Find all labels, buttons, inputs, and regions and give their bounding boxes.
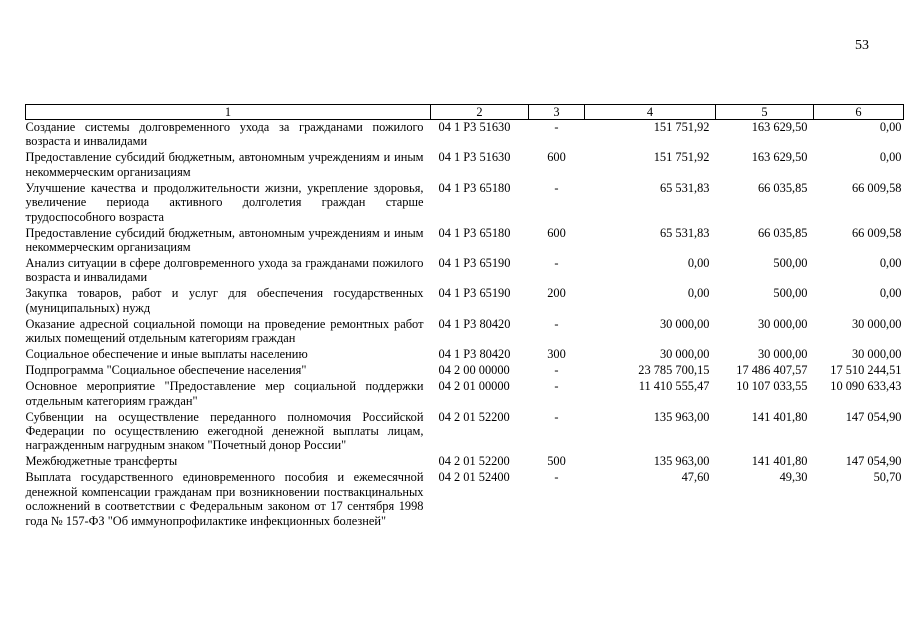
row-value-1: 65 531,83 [659, 225, 710, 240]
row-value-3: 17 510 244,51 [830, 363, 902, 378]
table-row [26, 454, 904, 470]
header-col-6: 6 [814, 105, 904, 120]
row-code: 04 1 P3 65180 [438, 225, 511, 240]
row-code: 04 1 P3 51630 [438, 120, 511, 134]
row-type: - [554, 316, 559, 331]
row-value-2: 49,30 [779, 470, 808, 485]
row-type: - [554, 470, 559, 485]
row-name: Межбюджетные трансферты [25, 454, 178, 469]
table-row [26, 347, 904, 363]
row-value-1: 135 963,00 [653, 454, 710, 469]
table-row [26, 286, 904, 316]
row-name: Предоставление субсидий бюджетным, автономным учреждениям и иным некоммерческим организациям [25, 150, 424, 179]
row-value-2: 17 486 407,57 [736, 363, 808, 378]
row-code: 04 1 P3 80420 [438, 347, 511, 362]
row-type: - [554, 256, 559, 271]
row-value-2: 500,00 [773, 286, 808, 301]
row-code: 04 2 01 00000 [438, 379, 510, 394]
row-type: - [554, 120, 559, 134]
table-row [26, 363, 904, 379]
row-value-1: 23 785 700,15 [638, 363, 710, 378]
row-value-3: 147 054,90 [845, 454, 902, 469]
row-value-1: 65 531,83 [659, 180, 710, 195]
row-type: 500 [547, 454, 566, 469]
row-type: - [554, 409, 559, 424]
table-row [26, 470, 904, 529]
header-col-1: 1 [26, 105, 431, 120]
row-value-1: 0,00 [687, 256, 710, 271]
row-value-3: 0,00 [879, 120, 902, 134]
row-value-1: 11 410 555,47 [638, 379, 710, 394]
row-name: Предоставление субсидий бюджетным, автономным учреждениям и иным некоммерческим организациям [25, 225, 424, 255]
row-value-2: 163 629,50 [751, 150, 808, 165]
row-value-1: 30 000,00 [659, 316, 710, 331]
row-type: 300 [547, 347, 566, 362]
row-value-3: 66 009,58 [851, 225, 902, 240]
header-col-3: 3 [529, 105, 585, 120]
table-header-row [26, 105, 904, 120]
row-value-2: 500,00 [773, 256, 808, 271]
table-row [26, 226, 904, 256]
row-name: Создание системы долговременного ухода за гражданами пожилого возраста и инвалидами [25, 120, 424, 149]
row-type: 600 [547, 150, 566, 165]
header-col-4: 4 [585, 105, 716, 120]
row-value-3: 10 090 633,43 [830, 379, 902, 394]
row-name: Основное мероприятие "Предоставление мер социальной поддержки отдельным категориям граждан" [25, 379, 424, 408]
row-value-3: 0,00 [879, 286, 902, 301]
row-name: Подпрограмма "Социальное обеспечение населения" [25, 363, 307, 378]
table-row [26, 120, 904, 151]
row-code: 04 2 01 52200 [438, 409, 510, 424]
row-code: 04 2 01 52200 [438, 454, 510, 469]
row-value-1: 151 751,92 [653, 120, 710, 134]
row-value-1: 30 000,00 [659, 347, 710, 362]
row-type: - [554, 180, 559, 195]
row-name: Анализ ситуации в сфере долговременного ухода за гражданами пожилого возраста и инвалидами [25, 256, 424, 285]
row-value-2: 141 401,80 [751, 454, 808, 469]
row-name: Оказание адресной социальной помощи на проведение ремонтных работ жилых помещений отдельным категориям граждан [25, 316, 424, 346]
row-code: 04 1 P3 65180 [438, 180, 511, 195]
row-value-2: 10 107 033,55 [736, 379, 808, 394]
row-name: Социальное обеспечение и иные выплаты населению [25, 347, 308, 362]
row-name: Закупка товаров, работ и услуг для обеспечения государственных (муниципальных) нужд [25, 286, 424, 315]
table-row [26, 379, 904, 409]
row-value-3: 50,70 [873, 470, 902, 485]
row-code: 04 2 00 00000 [438, 363, 510, 378]
row-value-1: 135 963,00 [653, 409, 710, 424]
table-row [26, 150, 904, 180]
header-col-5: 5 [716, 105, 814, 120]
table-row [26, 410, 904, 455]
row-value-1: 151 751,92 [653, 150, 710, 165]
row-value-3: 0,00 [879, 150, 902, 165]
row-type: 200 [547, 286, 566, 301]
row-value-2: 30 000,00 [757, 347, 808, 362]
table-row [26, 181, 904, 226]
row-type: - [554, 379, 559, 394]
row-type: - [554, 363, 559, 378]
page-number: 53 [855, 38, 869, 53]
row-value-2: 66 035,85 [757, 180, 808, 195]
row-value-2: 163 629,50 [751, 120, 808, 134]
table-row [26, 256, 904, 286]
row-name: Выплата государственного единовременного пособия и ежемесячной денежной компенсации гражданам при возникновении поствакцинальных осложнений в соответствии с Федеральным законом от 17 сентября 1998 года № 157-ФЗ "Об иммунопрофилактике инфекционных болезней" [25, 470, 424, 528]
row-code: 04 1 P3 51630 [438, 150, 511, 165]
row-code: 04 1 P3 65190 [438, 256, 511, 271]
row-value-1: 0,00 [687, 286, 710, 301]
row-code: 04 1 P3 65190 [438, 286, 511, 301]
row-value-1: 47,60 [681, 470, 710, 485]
row-code: 04 2 01 52400 [438, 470, 510, 485]
row-value-3: 0,00 [879, 256, 902, 271]
row-value-3: 30 000,00 [851, 347, 902, 362]
row-value-3: 147 054,90 [845, 409, 902, 424]
table-row [26, 317, 904, 347]
row-value-3: 30 000,00 [851, 316, 902, 331]
row-value-2: 141 401,80 [751, 409, 808, 424]
row-value-2: 66 035,85 [757, 225, 808, 240]
budget-table [25, 104, 904, 530]
row-code: 04 1 P3 80420 [438, 316, 511, 331]
row-value-2: 30 000,00 [757, 316, 808, 331]
row-type: 600 [547, 225, 566, 240]
row-name: Субвенции на осуществление переданного полномочия Российской Федерации по осуществлению ежегодной денежной выплаты лицам, награжденным нагрудным знаком "Почетный донор России" [25, 409, 424, 453]
row-value-3: 66 009,58 [851, 180, 902, 195]
row-name: Улучшение качества и продолжительности жизни, укрепление здоровья, увеличение периода активного долголетия граждан старше трудоспособного возраста [25, 180, 424, 224]
header-col-2: 2 [431, 105, 529, 120]
